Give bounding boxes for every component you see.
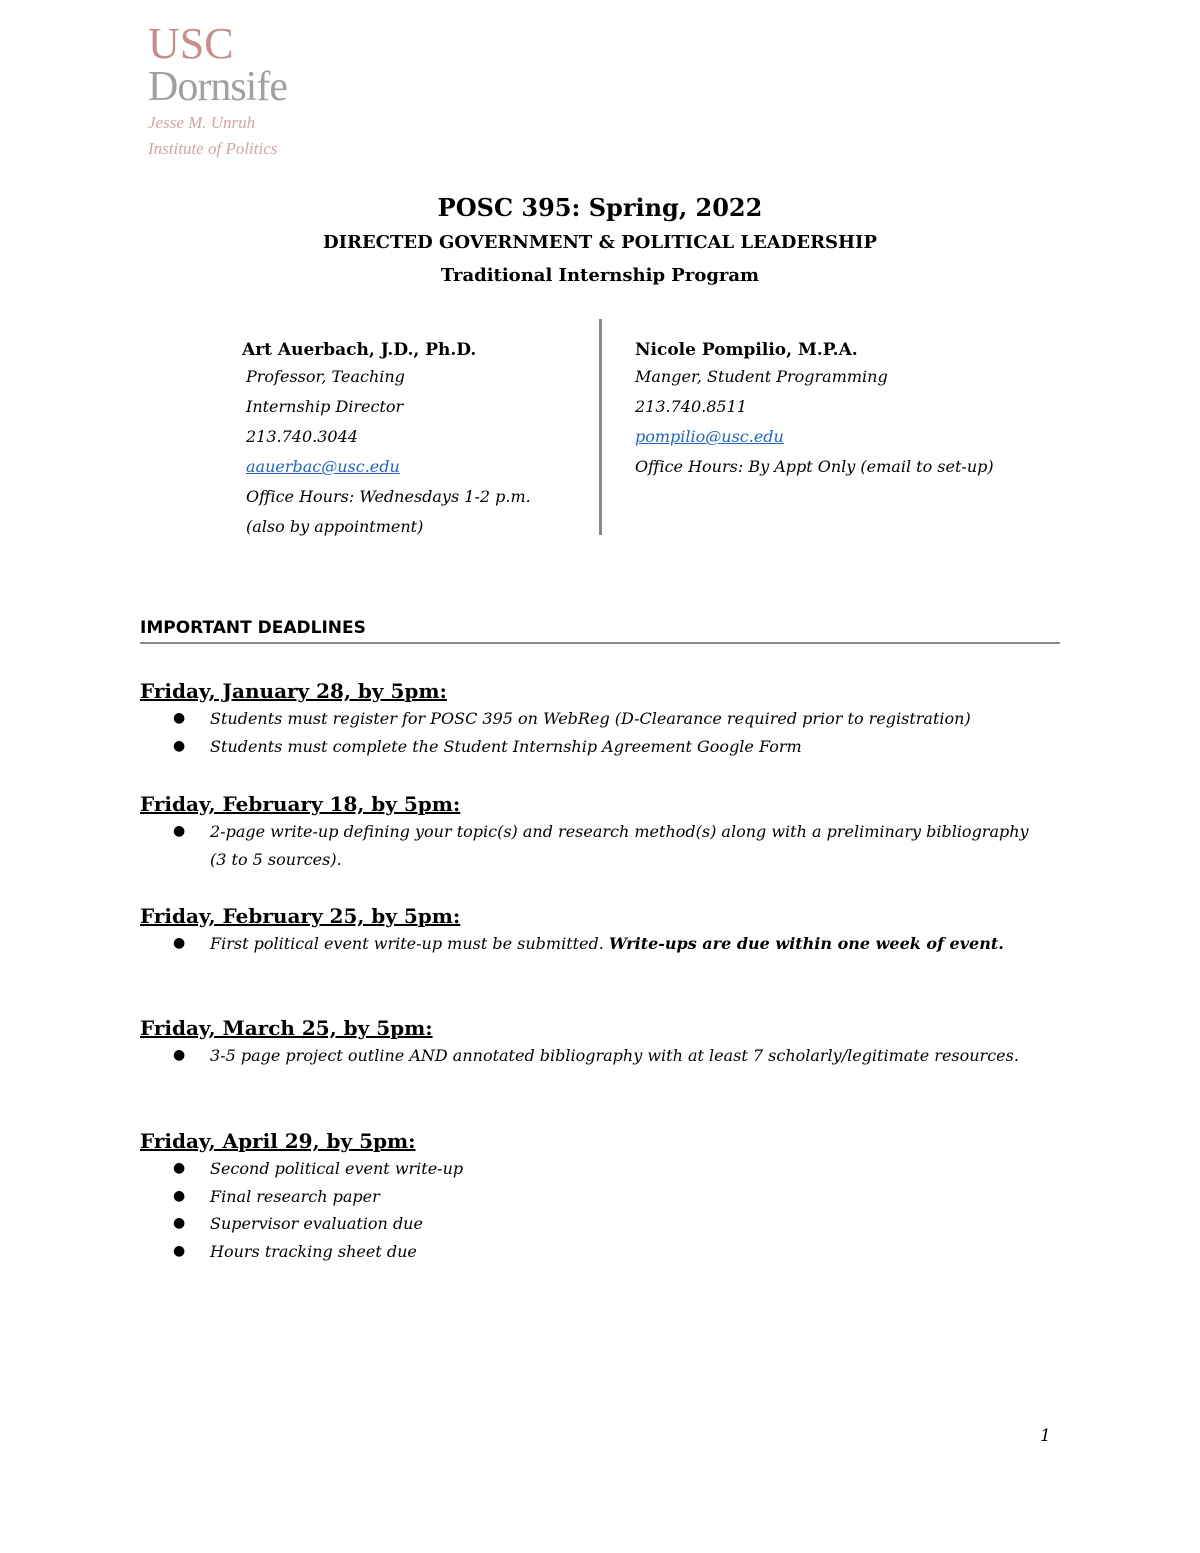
deadline-item-text: 3-5 page project outline AND annotated bibliography with at least 7 scholarly/legitimate resources. xyxy=(210,1046,1019,1065)
deadline-list xyxy=(140,1155,1040,1265)
instructor-contact xyxy=(242,338,531,542)
bullet-icon: ● xyxy=(173,1047,186,1063)
manager-contact xyxy=(635,338,994,482)
deadline-item-text: Hours tracking sheet due xyxy=(210,1241,417,1261)
manager-name: Nicole Pompilio, M.P.A. xyxy=(635,340,858,360)
deadline-list xyxy=(140,705,1040,760)
manager-office-hours: Office Hours: By Appt Only (email to set-up) xyxy=(635,457,994,476)
course-title: POSC 395: Spring, 2022 xyxy=(437,193,763,222)
deadline-item xyxy=(140,818,1030,873)
logo-dornsife-text: Dornsife xyxy=(148,64,287,110)
deadline-date: Friday, March 25, by 5pm: xyxy=(140,1016,433,1040)
course-subtitle: DIRECTED GOVERNMENT & POLITICAL LEADERSHIP xyxy=(322,232,878,253)
deadline-item xyxy=(140,1155,1030,1183)
deadline-list xyxy=(140,818,1040,873)
bullet-icon: ● xyxy=(173,1242,186,1259)
logo-usc-text: USC xyxy=(148,19,234,68)
page-number: 1 xyxy=(1040,1426,1051,1446)
deadline-date: Friday, February 25, by 5pm: xyxy=(140,904,461,928)
instructor-phone: 213.740.3044 xyxy=(246,427,358,446)
usc-dornsife-logo xyxy=(148,19,318,160)
deadline-item-text: First political event write-up must be submitted. xyxy=(210,934,609,953)
instructor-name: Art Auerbach, J.D., Ph.D. xyxy=(242,340,477,360)
deadline-date: Friday, January 28, by 5pm: xyxy=(140,679,447,703)
deadline-item xyxy=(140,1210,1030,1238)
deadline-item-emphasis: Write-ups are due within one week of event. xyxy=(608,934,1004,953)
deadline-block xyxy=(140,1014,1040,1070)
section-rule xyxy=(140,642,1060,644)
deadline-block xyxy=(140,790,1040,873)
deadline-list xyxy=(140,1042,1040,1070)
deadline-item xyxy=(140,1183,1030,1211)
deadline-item-text: 2-page write-up defining your topic(s) and research method(s) along with a preliminary bibliography (3 to 5 sources). xyxy=(210,822,1029,869)
bullet-icon: ● xyxy=(173,823,186,839)
course-header xyxy=(0,193,1200,288)
deadlines-heading: IMPORTANT DEADLINES xyxy=(140,618,366,638)
contact-divider xyxy=(599,319,602,535)
instructor-office-hours: Office Hours: Wednesdays 1-2 p.m. xyxy=(246,487,531,506)
deadline-item-text: Second political event write-up xyxy=(210,1159,464,1178)
logo-institute-line1: Jesse M. Unruh xyxy=(148,113,256,132)
deadline-item-text: Students must register for POSC 395 on WebReg (D-Clearance required prior to registration) xyxy=(210,709,971,728)
bullet-icon: ● xyxy=(173,737,186,754)
instructor-role: Internship Director xyxy=(246,397,404,416)
deadline-item-text: Students must complete the Student Internship Agreement Google Form xyxy=(210,736,802,756)
deadline-item xyxy=(140,930,1030,958)
deadline-item xyxy=(140,1238,1030,1266)
bullet-icon: ● xyxy=(173,935,186,951)
manager-email-link[interactable]: pompilio@usc.edu xyxy=(635,427,784,446)
deadline-list xyxy=(140,930,1040,958)
bullet-icon: ● xyxy=(173,1215,186,1231)
deadline-item xyxy=(140,733,1030,761)
instructor-title: Professor, Teaching xyxy=(246,367,405,386)
deadline-date: Friday, April 29, by 5pm: xyxy=(140,1129,416,1153)
instructor-email-link[interactable]: aauerbac@usc.edu xyxy=(246,457,400,476)
deadline-block xyxy=(140,902,1040,958)
bullet-icon: ● xyxy=(173,1160,186,1176)
deadline-block xyxy=(140,677,1040,760)
instructor-hours-note: (also by appointment) xyxy=(246,517,424,536)
program-name: Traditional Internship Program xyxy=(440,265,760,286)
deadline-item xyxy=(140,705,1030,733)
deadline-block xyxy=(140,1127,1040,1265)
deadline-item xyxy=(140,1042,1030,1070)
deadline-item-text: Supervisor evaluation due xyxy=(210,1214,423,1233)
deadline-date: Friday, February 18, by 5pm: xyxy=(140,792,461,816)
manager-title: Manger, Student Programming xyxy=(635,367,888,386)
deadline-item-text: Final research paper xyxy=(210,1186,380,1206)
bullet-icon: ● xyxy=(173,710,186,726)
bullet-icon: ● xyxy=(173,1187,186,1204)
logo-institute-line2: Institute of Politics xyxy=(148,139,278,158)
manager-phone: 213.740.8511 xyxy=(635,397,747,416)
